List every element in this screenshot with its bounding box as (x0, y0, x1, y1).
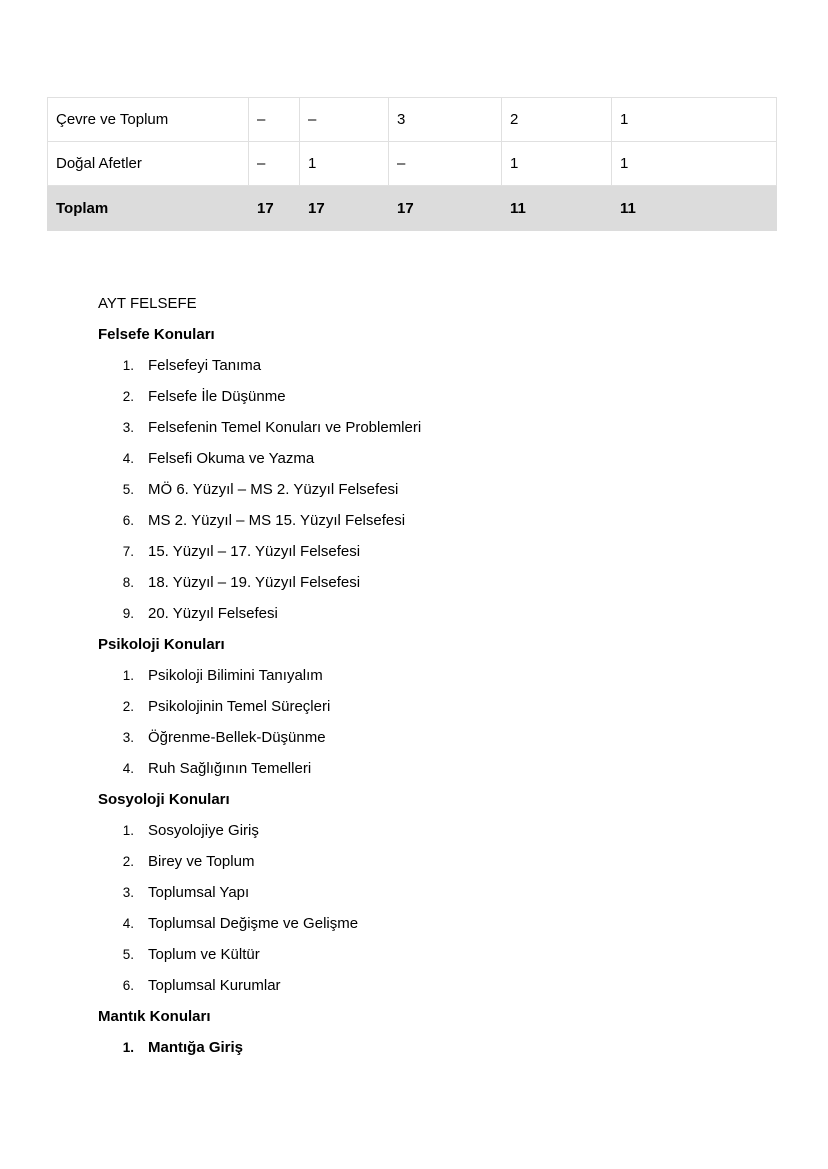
list-item (98, 567, 421, 598)
topic-list (98, 1032, 421, 1063)
list-item (98, 443, 421, 474)
cell-value: 2 (502, 98, 612, 142)
cell-value: 1 (300, 142, 389, 186)
list-item-text: Toplumsal Kurumlar (148, 977, 281, 994)
list-item (98, 877, 421, 908)
section-heading: Felsefe Konuları (98, 326, 215, 343)
list-number: 1. (122, 358, 134, 373)
list-number: 5. (122, 947, 134, 962)
row-label: Çevre ve Toplum (48, 98, 249, 142)
topic-list (98, 660, 421, 784)
cell-value: – (249, 98, 300, 142)
list-item (98, 598, 421, 629)
list-item-text: Felsefeyi Tanıma (148, 357, 262, 374)
cell-value: – (249, 142, 300, 186)
cell-value: 1 (612, 142, 777, 186)
list-item-text: MS 2. Yüzyıl – MS 15. Yüzyıl Felsefesi (148, 512, 406, 529)
list-item-text: Ruh Sağlığının Temelleri (148, 760, 312, 777)
cell-value: 11 (612, 186, 777, 231)
list-item (98, 691, 421, 722)
cell-value: – (300, 98, 389, 142)
list-item (98, 1032, 421, 1063)
list-item-text: Birey ve Toplum (148, 853, 255, 870)
list-item (98, 753, 421, 784)
total-row (48, 186, 777, 231)
table-row (48, 142, 777, 186)
cell-value: 17 (389, 186, 502, 231)
section-heading: Mantık Konuları (98, 1008, 211, 1025)
list-item-text: Psikolojinin Temel Süreçleri (148, 698, 331, 715)
row-label: Doğal Afetler (48, 142, 249, 186)
topic-list (98, 815, 421, 1001)
list-item-text: Toplum ve Kültür (148, 946, 260, 963)
list-item (98, 660, 421, 691)
list-number: 3. (122, 885, 134, 900)
list-number: 6. (122, 513, 134, 528)
list-number: 2. (122, 854, 134, 869)
cell-value: 1 (502, 142, 612, 186)
cell-value: 11 (502, 186, 612, 231)
section-heading: Psikoloji Konuları (98, 636, 225, 653)
list-item-text: Mantığa Giriş (148, 1039, 244, 1056)
list-item (98, 908, 421, 939)
table-row (48, 98, 777, 142)
list-item-text: 15. Yüzyıl – 17. Yüzyıl Felsefesi (148, 543, 361, 560)
list-number: 5. (122, 482, 134, 497)
list-item (98, 350, 421, 381)
document-body (98, 288, 421, 1063)
list-number: 1. (122, 1040, 134, 1055)
list-item (98, 381, 421, 412)
list-number: 3. (122, 730, 134, 745)
section-heading: Sosyoloji Konuları (98, 791, 230, 808)
list-item (98, 474, 421, 505)
list-item-text: Sosyolojiye Giriş (148, 822, 259, 839)
list-item-text: Toplumsal Değişme ve Gelişme (148, 915, 359, 932)
list-item (98, 505, 421, 536)
list-item-text: Felsefe İle Düşünme (148, 388, 286, 405)
list-item (98, 939, 421, 970)
cell-value: 17 (300, 186, 389, 231)
list-number: 1. (122, 823, 134, 838)
topic-list (98, 350, 421, 629)
list-item-text: 20. Yüzyıl Felsefesi (148, 605, 278, 622)
list-item-text: Psikoloji Bilimini Tanıyalım (148, 667, 323, 684)
list-item-text: Felsefi Okuma ve Yazma (148, 450, 315, 467)
row-label: Toplam (48, 186, 249, 231)
list-item (98, 722, 421, 753)
list-item-text: MÖ 6. Yüzyıl – MS 2. Yüzyıl Felsefesi (148, 481, 399, 498)
list-number: 2. (122, 699, 134, 714)
list-item-text: Öğrenme-Bellek-Düşünme (148, 729, 326, 746)
doc-title: AYT FELSEFE (98, 295, 197, 312)
list-number: 4. (122, 916, 134, 931)
list-item (98, 815, 421, 846)
list-item-text: Felsefenin Temel Konuları ve Problemleri (148, 419, 422, 436)
list-item (98, 536, 421, 567)
list-item-text: Toplumsal Yapı (148, 884, 250, 901)
list-number: 9. (122, 606, 134, 621)
list-number: 4. (122, 761, 134, 776)
list-number: 2. (122, 389, 134, 404)
list-number: 1. (122, 668, 134, 683)
cell-value: 3 (389, 98, 502, 142)
cell-value: 1 (612, 98, 777, 142)
list-number: 6. (122, 978, 134, 993)
list-item (98, 846, 421, 877)
list-number: 4. (122, 451, 134, 466)
cell-value: 17 (249, 186, 300, 231)
list-item (98, 412, 421, 443)
list-number: 8. (122, 575, 134, 590)
list-number: 7. (122, 544, 134, 559)
list-number: 3. (122, 420, 134, 435)
list-item-text: 18. Yüzyıl – 19. Yüzyıl Felsefesi (148, 574, 361, 591)
question-count-table (47, 97, 777, 231)
list-item (98, 970, 421, 1001)
cell-value: – (389, 142, 502, 186)
